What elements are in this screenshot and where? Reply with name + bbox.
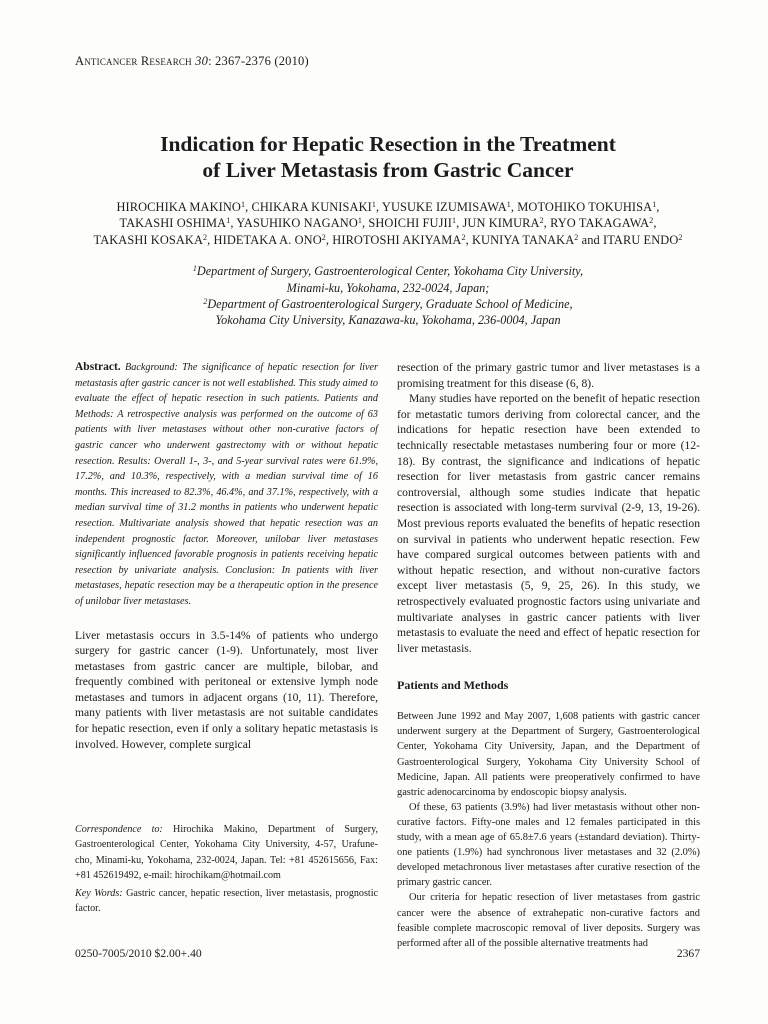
abstract [75, 360, 378, 610]
journal-header [75, 54, 309, 69]
paper-title [40, 131, 736, 183]
affiliation-2-number: 2 [203, 296, 208, 306]
author-affiliation-mark: 2 [203, 232, 208, 242]
author-name: HIDETAKA A. ONO [213, 232, 322, 247]
affiliations [40, 263, 736, 328]
journal-volume: 30 [195, 54, 209, 68]
author-affiliation-mark: 2 [539, 216, 544, 226]
affiliation-1-number: 1 [192, 264, 197, 274]
author-affiliation-mark: 1 [652, 200, 657, 209]
author-name: YASUHIKO NAGANO [236, 216, 358, 231]
journal-name-initial-a: A [75, 54, 85, 68]
title-block [40, 131, 736, 328]
author-separator: , [465, 232, 472, 247]
author-name: JUN KIMURA [462, 216, 540, 231]
intro-paragraph-1: Liver metastasis occurs in 3.5-14% of patients who undergo surgery for gastric cancer (1-9). Unfortunately, most liver metastases from gastric cancer are multiple, bilobar, and frequently combined with peritoneal or extensive lymph node metastases and tumors in adjacent organs (10, 11). Therefore, many patients with liver metastasis are not suitable candidates for hepatic resection, even if only a solitary hepatic metastasis is involved. However, complete surgical [75, 628, 378, 751]
affiliation-2-line-2: Yokohama City University, Kanazawa-ku, Yokohama, 236-0004, Japan [215, 313, 561, 328]
author-affiliation-mark: 2 [461, 232, 466, 242]
author-name: TAKASHI KOSAKA [93, 232, 204, 247]
affiliation-2-line-1: Department of Gastroenterological Surgery, Graduate School of Medicine, [207, 296, 573, 311]
footer-code: 0250-7005/2010 $2.00+.40 [75, 947, 202, 960]
journal-pages-year: : 2367-2376 (2010) [208, 54, 309, 68]
journal-name-initial-b: R [140, 54, 150, 68]
keywords-text: Gastric cancer, hepatic resection, liver metastasis, prognostic factor. [75, 888, 378, 915]
author-name: KUNIYA TANAKA [471, 232, 575, 247]
author-affiliation-mark: 1 [240, 200, 246, 209]
journal-name-rest-a: nticancer [84, 54, 138, 68]
affiliation-1-line-2: Minami-ku, Yokohama, 232-0024, Japan; [286, 280, 490, 295]
author-affiliation-mark: 2 [678, 232, 683, 242]
keywords-label: Key Words: [75, 888, 123, 899]
paper-title-line-2: of Liver Metastasis from Gastric Cancer [202, 158, 574, 182]
author-separator: and [578, 232, 603, 247]
author-separator: , [230, 216, 237, 231]
page-number: 2367 [676, 947, 700, 960]
correspondence-label: Correspondence to: [75, 824, 163, 835]
author-affiliation-mark: 2 [574, 232, 579, 242]
author-name: HIROTOSHI AKIYAMA [332, 232, 462, 247]
author-affiliation-mark: 2 [321, 232, 326, 242]
methods-paragraph-1: Between June 1992 and May 2007, 1,608 patients with gastric cancer underwent surgery at the Department of Surgery, Gastroenterological Center, Yokohama City University, Japan, and the Department of Gastroenterological Surgery, Yokohama City University School of Medicine, Japan. All patients were preoperatively confirmed to have gastric adenocarcinoma by endoscopic biopsy analysis. [397, 711, 700, 798]
author-separator: , [656, 200, 660, 214]
paper-title-line-1: Indication for Hepatic Resection in the Treatment [160, 132, 616, 156]
author-name: CHIKARA KUNISAKI [251, 200, 372, 214]
author-name: HIROCHIKA MAKINO [116, 200, 241, 214]
section-heading-patients-methods: Patients and Methods [397, 678, 509, 693]
author-name: TAKASHI OSHIMA [119, 216, 227, 231]
correspondence-text: Hirochika Makino, Department of Surgery, Gastroenterological Center, Yokohama City University, 4-57, Urafune-cho, Minami-ku, Yokohama, 232-0024, Japan. Tel: +81 452615656, Fax: +81 452619492, e-mail: hirochikam@hotmail.com [75, 824, 378, 882]
author-separator: , [325, 232, 333, 247]
left-column [75, 360, 378, 752]
journal-name-rest-b: esearch [149, 54, 192, 68]
author-name: RYO TAKAGAWA [550, 216, 650, 231]
affiliation-1-line-1: Department of Surgery, Gastroenterological Center, Yokohama City University, [196, 264, 584, 279]
author-separator: , [653, 216, 657, 231]
author-name: MOTOHIKO TOKUHISA [517, 200, 653, 214]
author-affiliation-mark: 2 [649, 216, 654, 226]
author-name: YUSUKE IZUMISAWA [381, 200, 507, 214]
keywords [75, 886, 378, 917]
author-separator: , [510, 200, 518, 214]
methods-paragraph-2: Of these, 63 patients (3.9%) had liver metastasis without other non-curative factors. Fifty-one males and 12 females participated in this study, with a mean age of 65.8±7.6 years (±standard deviation). Thirty-one patients (1.9%) had synchronous liver metastases and 32 (2.0%) developed metachronous liver metastases after curative resection of the primary gastric cancer. [397, 801, 700, 889]
right-column [397, 360, 700, 951]
author-separator: , [543, 216, 551, 231]
abstract-label: Abstract. [75, 361, 121, 373]
methods-paragraph-3: Our criteria for hepatic resection of liver metastases from gastric cancer were the absence of extrahepatic non-curative factors and feasible complete macroscopic removal of liver deposits. Surgery was performed after all of the possible alternative treatments had [397, 892, 700, 949]
author-separator: , [375, 200, 382, 214]
author-affiliation-mark: 1 [451, 216, 457, 226]
author-separator: , [245, 200, 252, 214]
intro-paragraph-1-continued: resection of the primary gastric tumor and liver metastases is a promising treatment for this disease (6, 8). [397, 361, 700, 390]
correspondence [75, 822, 378, 884]
author-affiliation-mark: 1 [357, 216, 362, 226]
author-name: SHOICHI FUJII [368, 216, 452, 231]
author-affiliation-mark: 1 [226, 216, 231, 226]
author-affiliation-mark: 1 [371, 200, 376, 209]
author-affiliation-mark: 1 [506, 200, 511, 209]
intro-paragraph-2: Many studies have reported on the benefit of hepatic resection for metastatic tumors deriving from colorectal cancer, and the indications for hepatic resection have been extended to technically resectable metastases numbering four or more (12-18). By contrast, the significance and indications of hepatic resection for liver metastasis from gastric cancer remains controversial, although some studies indicate that hepatic resection is associated with long-term survival (2-9, 13, 19-26). Most previous reports evaluated the benefits of hepatic resection on survival in patients who underwent hepatic resection. Few have compared surgical outcomes between patients with and without hepatic resection, and without non-curative factors except liver metastasis (5, 9, 25, 26). In this study, we retrospectively evaluated prognostic factors using univariate and multivariate analyses in gastric cancer patients with liver metastasis to evaluate the need and effect of hepatic resection for liver metastasis. [397, 392, 700, 655]
author-list [40, 199, 736, 248]
author-separator: , [456, 216, 463, 231]
author-name: ITARU ENDO [603, 232, 679, 247]
author-separator: , [207, 232, 214, 247]
abstract-text: Background: The significance of hepatic resection for liver metastasis after gastric cancer is not well established. This study aimed to evaluate the effect of hepatic resection in such patients. Patients and Methods: A retrospective analysis was performed on the outcome of 63 patients with liver metastases without other non-curative factors of gastric cancer who underwent gastrectomy with or without hepatic resection. Results: Overall 1-, 3-, and 5-year survival rates were 61.9%, 17.2%, and 10.3%, respectively, with a median survival time of 16 months. This increased to 82.3%, 46.4%, and 37.1%, respectively, with a median survival time of 31.2 months in patients who underwent hepatic resection. Multivariate analysis showed that hepatic resection was an independent prognostic factor. Moreover, unilobar liver metastases significantly influenced favorable prognosis in patients receiving hepatic resection by univariate analysis. Conclusion: In patients with liver metastases, hepatic resection may be a therapeutic option in the presence of unilobar liver metastases. [75, 362, 379, 607]
author-separator: , [361, 216, 369, 231]
